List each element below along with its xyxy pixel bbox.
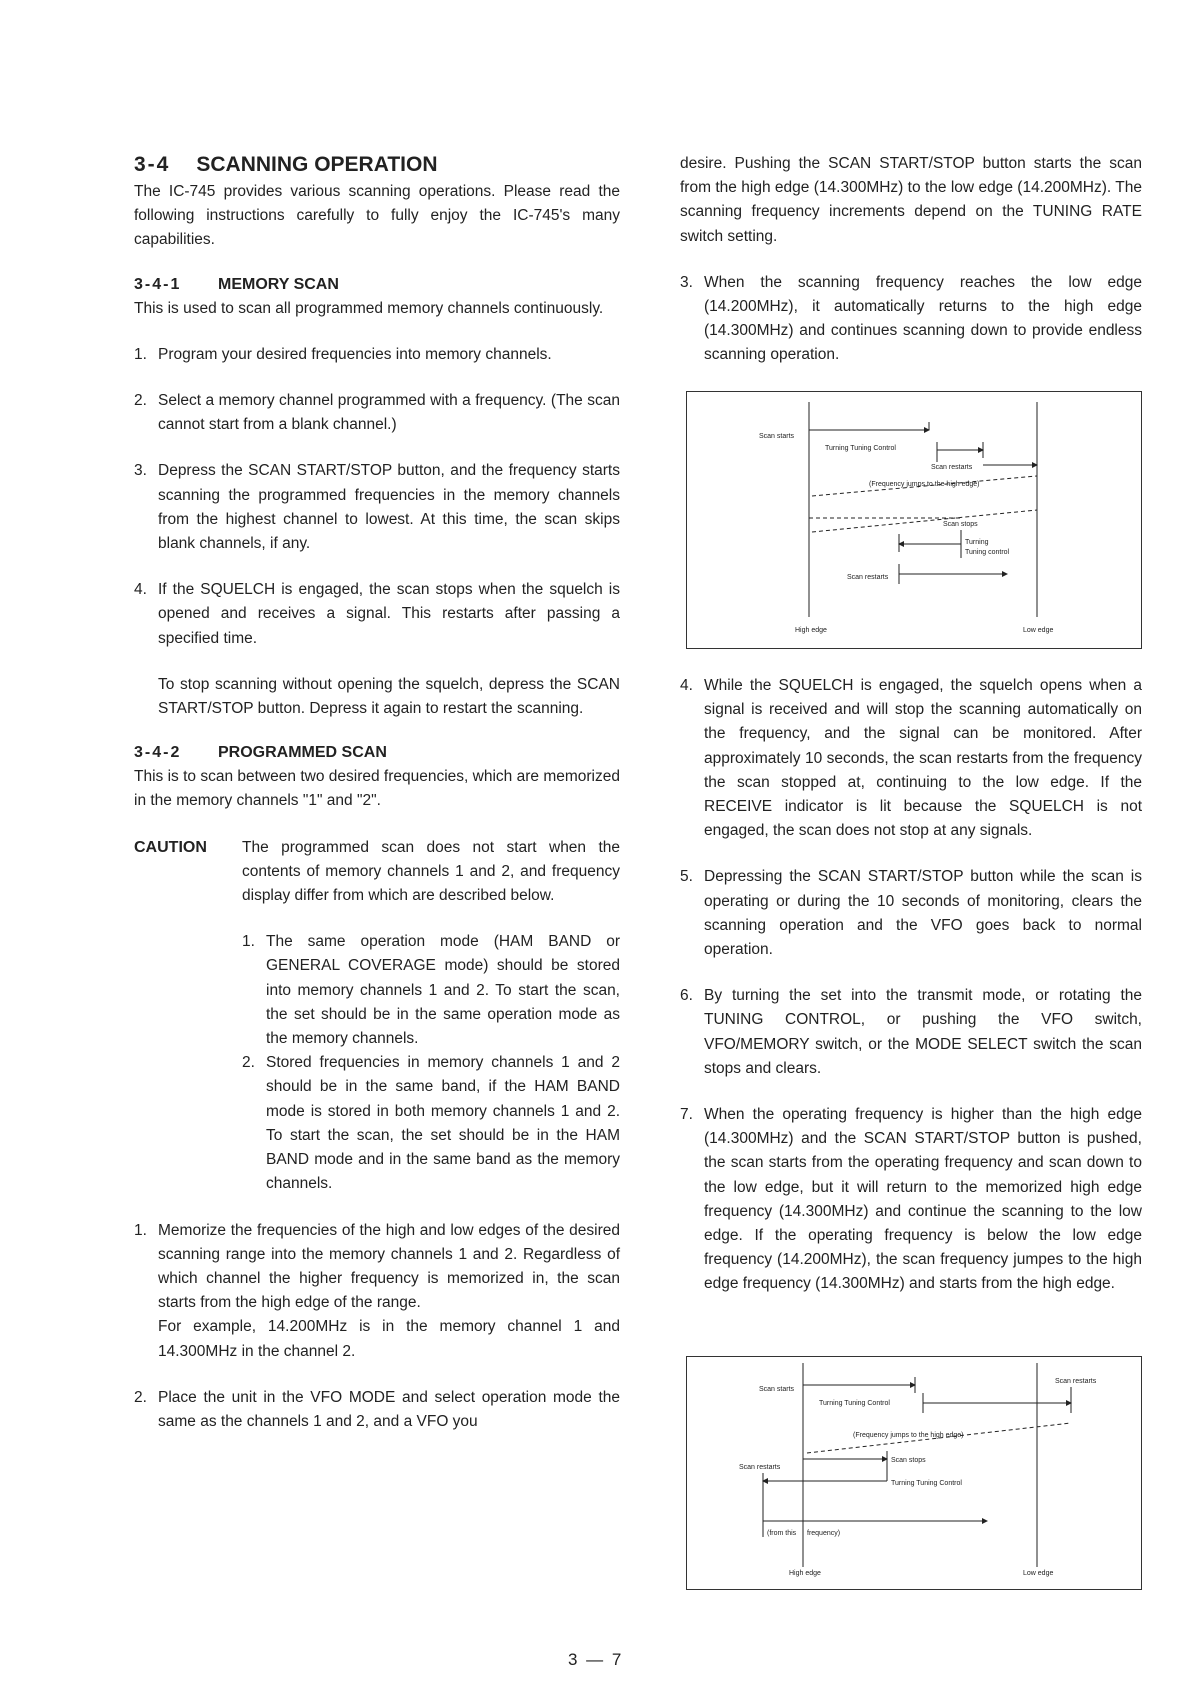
list-text: Program your desired frequencies into memory channels. [158,345,552,363]
list-number: 4. [134,581,147,599]
right-column [680,152,1142,368]
label-low-edge: Low edge [1023,1570,1054,1577]
list-text: Depress the SCAN START/STOP button, and the frequency starts scanning the programmed frequencies in the memory channels from the highest channel to lowest. At this time, the scan skips blank channels, if any. [158,462,620,553]
list-item [134,1219,620,1364]
label-scan-restarts: Scan restarts [931,464,973,471]
caution-text: The programmed scan does not start when the contents of memory channels 1 and 2, and frequency display differ from which are described below. [242,838,620,905]
stop-scanning-paragraph: To stop scanning without opening the squelch, depress the SCAN START/STOP button. Depress it again to restart the scanning. [158,675,620,718]
caution-item [134,1051,620,1196]
list-number: 1. [134,1221,147,1239]
list-item [134,1386,620,1434]
list-text: Stored frequencies in memory channels 1 and 2 should be in the same band, if the HAM BAND mode is stored in both memory channels 1 and 2. To start the scan, the set should be in the HAM BAND mode and in the same band as the memory channels. [266,1054,620,1193]
label-high-edge: High edge [789,1570,821,1577]
list-number: 2. [134,1388,147,1406]
list-text: If the SQUELCH is engaged, the scan stops when the squelch is opened and receives a signal. This restarts after passing a specified time. [158,581,620,647]
list-number: 1. [242,933,255,951]
label-freq-jumps: (Frequency jumps to the high edge) [869,481,980,488]
label-frequency: frequency) [807,1530,841,1537]
example-text: For example, 14.200MHz is in the memory channel 1 and 14.300MHz in the channel 2. [158,1318,620,1360]
caution-item [134,930,620,1051]
section-heading [134,152,620,178]
label-freq-jumps: (Frequency jumps to the high edge) [853,1432,964,1439]
label-high-edge: High edge [795,627,827,634]
list-text: While the SQUELCH is engaged, the squelch opens when a signal is received and will stop the scanning automatically on the frequency, and the signal can be monitored. After approximately 10 seconds, the scan restarts from the frequency the scan stopped at, continuing to the low edge. If the RECEIVE indicator is lit because the SQUELCH is not engaged, the scan does not stop at any signals. [704,677,1142,840]
list-text: By turning the set into the transmit mode, or rotating the TUNING CONTROL, or pushing the VFO switch, VFO/MEMORY switch, or the MODE SELECT switch the scan stops and clears. [704,987,1142,1077]
subsection-heading-programmed-scan [134,741,620,765]
label-tuning-control: Tuning control [965,549,1010,556]
label-turning-tuning-control: Turning Tuning Control [819,1400,890,1407]
left-column [134,152,620,1434]
list-text: The same operation mode (HAM BAND or GENERAL COVERAGE mode) should be stored into memory channels 1 and 2. To start the scan, the set should be in the same operation mode as the memory channels. [266,933,620,1048]
list-text: When the scanning frequency reaches the low edge (14.200MHz), it automatically returns to the high edge (14.300MHz) and continues scanning down to provide endless scanning operation. [704,273,1142,364]
right-column-lower [680,674,1142,1297]
list-number: 1. [134,345,147,363]
list-text: When the operating frequency is higher than the high edge (14.300MHz) and the SCAN START/STOP button is pushed, the scan starts from the operating frequency and scan down to the low edge, but it will return to the memorized high edge frequency (14.300MHz) and continue the scanning to the low edge. If the operating frequency is below the low edge frequency (14.200MHz), the scan frequency jumpes to the high edge frequency (14.300MHz) and starts from the high edge. [704,1106,1142,1293]
scan-diagram-1 [686,391,1142,649]
subsection-number: 3-4-1 [134,275,182,293]
list-item [134,343,620,367]
label-turning-tuning-control-2: Turning Tuning Control [891,1480,962,1487]
subsection-heading-memory-scan [134,273,620,297]
list-number: 7. [680,1106,693,1124]
list-number: 6. [680,987,693,1005]
page-number: 3 — 7 [568,1650,624,1669]
label-scan-stops: Scan stops [891,1457,926,1464]
label-scan-stops: Scan stops [943,521,978,528]
list-item [680,865,1142,962]
section-title: SCANNING OPERATION [196,153,438,176]
scan-diagram-1-svg [687,392,1141,648]
label-scan-starts: Scan starts [759,1386,795,1393]
list-item [680,984,1142,1081]
list-number: 4. [680,677,693,694]
label-scan-restarts-top: Scan restarts [1055,1378,1097,1385]
label-scan-restarts: Scan restarts [739,1464,781,1471]
caution-block [134,836,620,909]
list-item [680,1103,1142,1297]
list-text: Select a memory channel programmed with a frequency. (The scan cannot start from a blank channel.) [158,392,620,434]
label-scan-starts: Scan starts [759,433,795,440]
subsection-number: 3-4-2 [134,744,182,762]
label-from-this: (from this [767,1530,797,1537]
list-text: Memorize the frequencies of the high and low edges of the desired scanning range into the memory channels 1 and 2. Regardless of which channel the higher frequency is memorized in, the scan starts from the high edge of the range. [158,1221,620,1312]
label-scan-restarts-2: Scan restarts [847,574,889,581]
list-number: 2. [134,392,147,410]
list-item [680,674,1142,843]
list-item [134,459,620,556]
subsection-title: MEMORY SCAN [218,275,339,293]
scan-diagram-2 [686,1356,1142,1590]
label-turning-tuning-control: Turning Tuning Control [825,445,896,452]
programmed-scan-intro: This is to scan between two desired frequencies, which are memorized in the memory channels "1" and "2". [134,768,620,810]
list-text: Depressing the SCAN START/STOP button while the scan is operating or during the 10 seconds of monitoring, clears the scanning operation and the VFO goes back to normal operation. [704,868,1142,959]
list-number: 2. [242,1054,255,1072]
intro-paragraph: The IC-745 provides various scanning operations. Please read the following instructions carefully to fully enjoy the IC-745's many capabilities. [134,183,620,249]
list-text: Place the unit in the VFO MODE and select operation mode the same as the channels 1 and 2, and a VFO you [158,1388,620,1430]
list-number: 3. [134,462,147,480]
continued-paragraph: desire. Pushing the SCAN START/STOP button starts the scan from the high edge (14.300MHz) to the low edge (14.200MHz). The scanning frequency increments depend on the TUNING RATE switch setting. [680,155,1142,245]
label-low-edge: Low edge [1023,627,1054,634]
list-number: 3. [680,273,693,291]
caution-label: CAUTION [134,838,207,856]
list-item [134,389,620,437]
list-item [680,271,1142,368]
list-item [134,578,620,651]
label-turning: Turning [965,539,989,546]
scan-diagram-2-svg [687,1357,1141,1589]
subsection-title: PROGRAMMED SCAN [218,744,387,762]
memory-scan-intro: This is used to scan all programmed memory channels continuously. [134,299,604,317]
list-number: 5. [680,868,693,886]
section-number: 3-4 [134,153,171,176]
